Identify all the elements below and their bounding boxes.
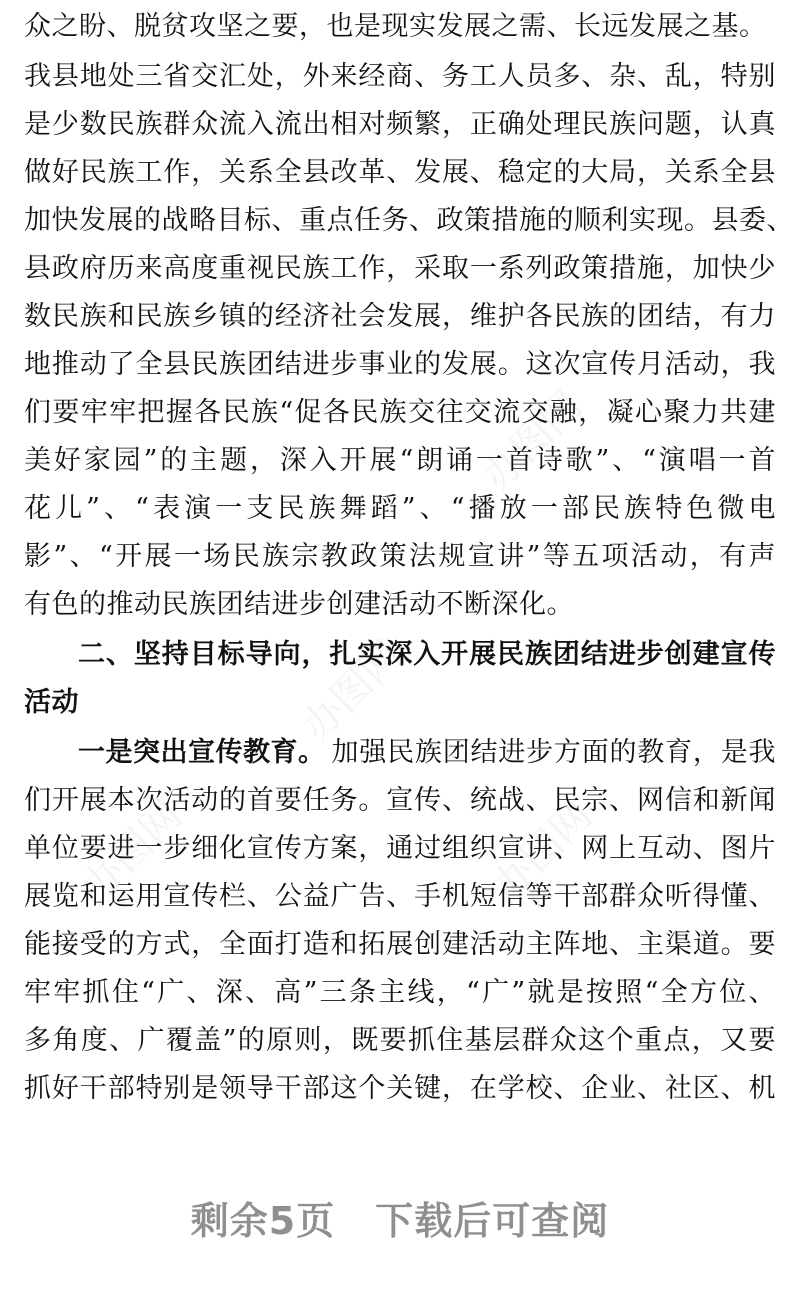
section-heading-continued: 活动 [24, 687, 79, 718]
paragraph-line: 我县地处三省交汇处，外来经商、务工人员多、杂、乱，特别 [24, 61, 776, 92]
paragraph-line: 牢牢抓住“广、深、高”三条主线，“广”就是按照“全方位、 [24, 977, 776, 1008]
paragraph-line: 做好民族工作，关系全县改革、发展、稳定的大局，关系全县 [24, 157, 776, 188]
watermark: 办图网 [483, 792, 602, 910]
paragraph-line: 加快发展的战略目标、重点任务、政策措施的顺利实现。县委、 [24, 205, 794, 236]
section-heading: 二、坚持目标导向，扎实深入开展民族团结进步创建宣传 [78, 639, 776, 670]
paragraph-lead: 一是突出宣传教育。 [78, 737, 326, 768]
paragraph-line: 有色的推动民族团结进步创建活动不断深化。 [24, 589, 574, 620]
paragraph-line: 抓好干部特别是领导干部这个关键，在学校、企业、社区、机 [24, 1073, 776, 1104]
paragraph-line: 花儿”、“表演一支民族舞蹈”、“播放一部民族特色微电 [24, 493, 776, 524]
paragraph-line: 是少数民族群众流入流出相对频繁，正确处理民族问题，认真 [24, 109, 776, 140]
paragraph-line: 能接受的方式，全面打造和拓展创建活动主阵地、主渠道。要 [24, 929, 776, 960]
download-prompt[interactable] [0, 1190, 800, 1245]
paragraph-line: 们开展本次活动的首要任务。宣传、统战、民宗、网信和新闻 [24, 785, 776, 816]
paragraph-line: 地推动了全县民族团结进步事业的发展。这次宣传月活动，我 [24, 349, 776, 380]
paragraph-line: 县政府历来高度重视民族工作，采取一系列政策措施，加快少 [24, 253, 776, 284]
paragraph-first-line [78, 728, 776, 778]
paragraph-line: 众之盼、脱贫攻坚之要，也是现实发展之需、长远发展之基。 [24, 11, 767, 42]
paragraph-line: 展览和运用宣传栏、公益广告、手机短信等干部群众听得懂、 [24, 881, 776, 912]
paragraph-line: 多角度、广覆盖”的原则，既要抓住基层群众这个重点，又要 [24, 1025, 776, 1056]
paragraph-line: 数民族和民族乡镇的经济社会发展，维护各民族的团结，有力 [24, 301, 776, 332]
remaining-pages-text: 剩余5页 [190, 1199, 336, 1243]
paragraph-line: 们要牢牢把握各民族“促各民族交往交流交融，凝心聚力共建 [24, 397, 776, 428]
paragraph-line: 单位要进一步细化宣传方案，通过组织宣讲、网上互动、图片 [24, 833, 776, 864]
watermark: 办图网 [73, 792, 192, 910]
paragraph-lead-rest: 加强民族团结进步方面的教育，是我 [331, 737, 776, 768]
download-to-view-text: 下载后可查阅 [375, 1199, 610, 1243]
watermark: 办图网 [473, 382, 592, 500]
paragraph-line: 影”、“开展一场民族宗教政策法规宣讲”等五项活动，有声 [24, 541, 776, 572]
watermark: 办图网 [293, 632, 412, 750]
paragraph-line: 美好家园”的主题，深入开展“朗诵一首诗歌”、“演唱一首 [24, 445, 776, 476]
